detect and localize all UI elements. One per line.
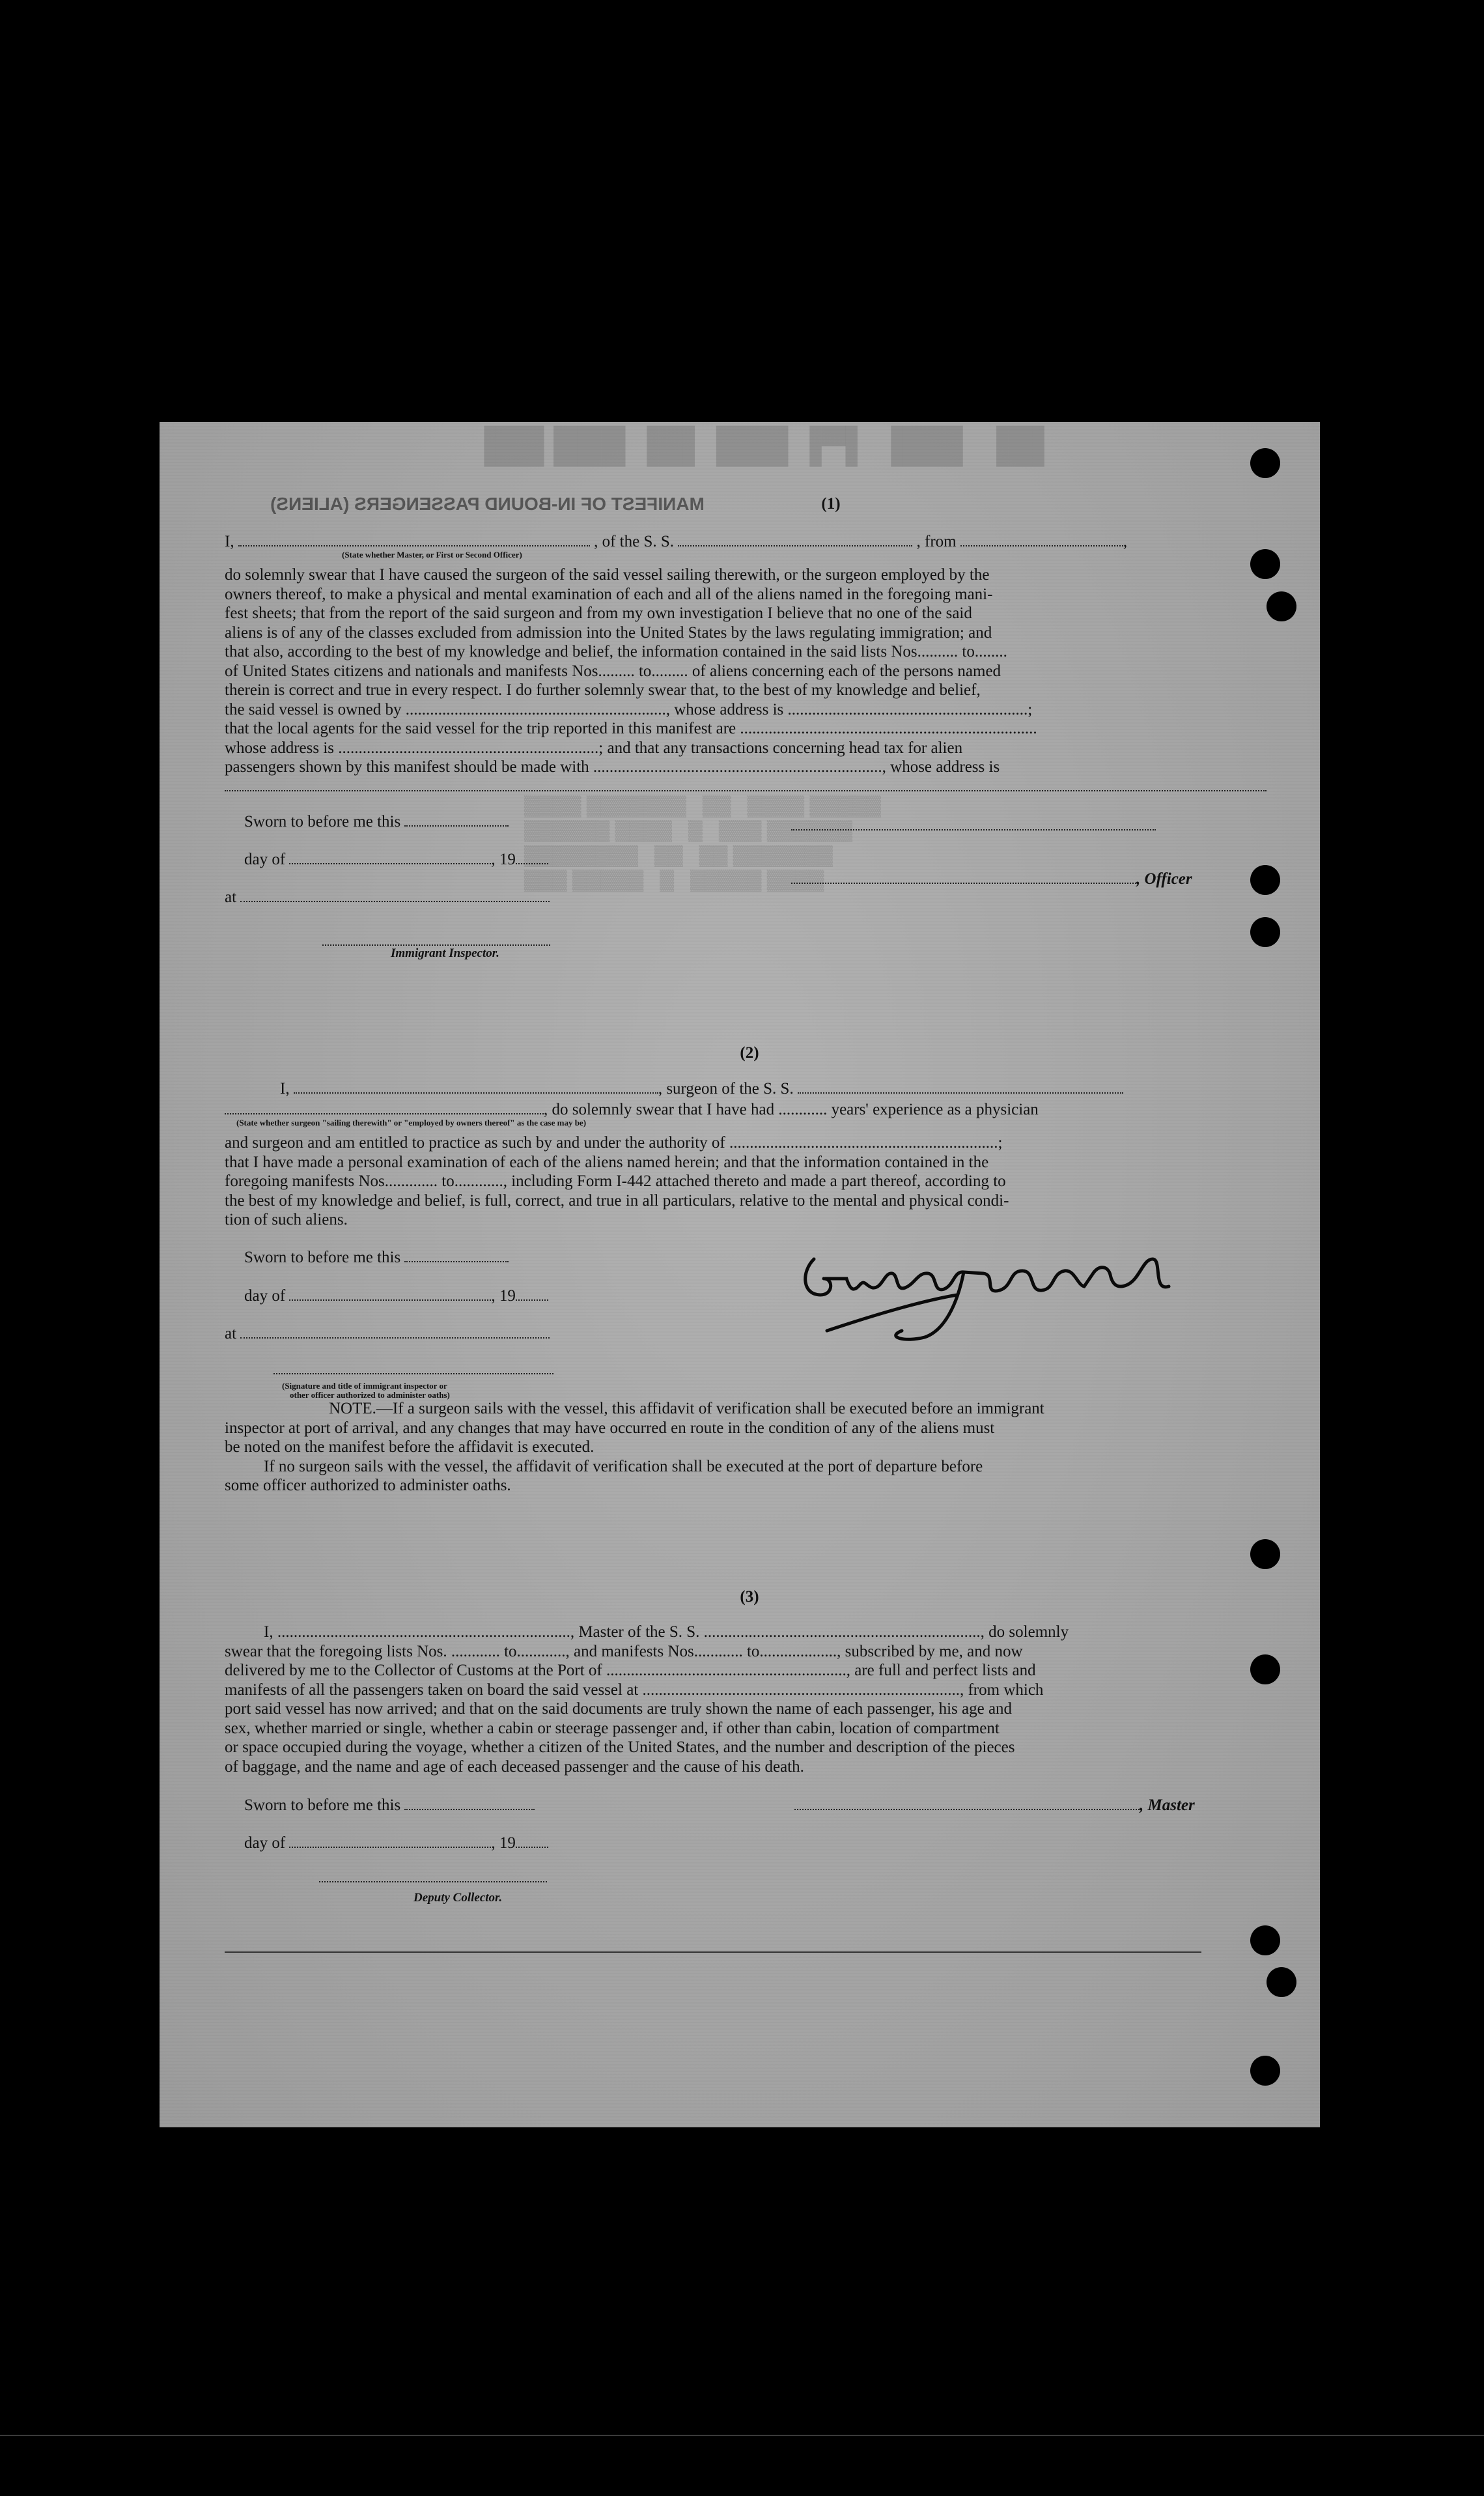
bleed-through-header: ▐█▌ ▐██▌ ▐▀▌ ███ ▐█▌ ███ ██▌ — [472, 427, 1057, 464]
section-2-years-line: , do solemnly swear that I have had ............ years' experience as a physician — [225, 1099, 1267, 1120]
section-2-opening-line: I, , surgeon of the S. S. — [280, 1079, 1270, 1099]
binding-hole — [1250, 1539, 1280, 1569]
officer-caption: (State whether Master, or First or Second Officer) — [342, 550, 522, 560]
section-1-sworn: Sworn to before me this — [244, 812, 1286, 832]
scan-frame-rule — [0, 2435, 1484, 2436]
section-2-day: day of , 19 — [244, 1286, 1286, 1306]
binding-hole — [1250, 2056, 1280, 2086]
binding-hole — [1250, 917, 1280, 947]
section-3-sworn: Sworn to before me this — [244, 1795, 1286, 1815]
bottom-rule — [225, 1951, 1201, 1953]
master-signature-line: , Master — [794, 1795, 1263, 1815]
officer-signature-line: , Officer — [791, 869, 1247, 889]
officer-signature-line-1 — [791, 829, 1156, 830]
bleed-through-rows: ▓▓▓▓▓ ▓▓▓▓ ▓▓ ▓▓▓▓▓▓▓ ▓▓▓▓ ▓▓▓▓▓▓ ▓▓▓ ▓ ▓▓▓▓ ▓▓▓▓▓▓ ▓▓▓▓▓▓▓ ▓▓ ▓▓ ▓▓▓▓▓▓▓▓ ▓▓▓▓ ▓▓▓▓▓ ▓ ▓▓▓▓▓ ▓▓▓ — [524, 795, 881, 890]
binding-hole — [1250, 865, 1280, 895]
binding-hole — [1250, 448, 1280, 478]
section-2-sworn: Sworn to before me this — [244, 1247, 1286, 1268]
section-1-oath-text: do solemnly swear that I have caused the surgeon of the said vessel sailing therewith, or the surgeon employed by the owners thereof, to make a physical and mental examination of each and all of the aliens named in the foregoing mani- fest sheets; that from the report of the said surgeon and from my own investigation I believe that no one of the said aliens is of any of the classes excluded from admission into the United States by the laws regulating immigration; and that also, according to the best of my knowledge and belief, the information contained in the said lists Nos.......... to........ of United States citizens and nationals and manifests Nos......... to......... of aliens concerning each of the persons named therein is correct and true in every respect. I do further solemnly swear that, to the best of my knowledge and belief, the said vessel is owned by ................................................................, whose address is ...........................................................; that the local agents for the said vessel for the trip reported in this manifest are ......................................................................... whose address is ................................................................; and that any transactions concerning head tax for alien passengers shown by this manifest should be made with ......................................................................., whose address is — [225, 566, 1037, 776]
section-2-oath-text: and surgeon and am entitled to practice as such by and under the authority of ..................................................................; that I have made a personal examination of each of the aliens named herein; and that the information contained in the foregoing manifests Nos............. to............, including Form I-442 attached thereto and made a part thereof, according to the best of my knowledge and belief, is full, correct, and true in all particulars, relative to the mental and physical condi- tion of such aliens. — [225, 1134, 1009, 1228]
section-1-opening-line: I, , of the S. S. , from , — [225, 533, 1128, 550]
form-title-mirrored: MANIFEST OF IN-BOUND PASSENGERS (ALIENS) — [270, 494, 705, 514]
binding-hole — [1267, 591, 1296, 621]
section-3-oath-text: I, ........................................................................, Master of the S. S. ...................................................................., do solemnly swear that the foregoing lists Nos. ............ to............, and manifests Nos............ to..................., subscribed by me, and now delivered by me to the Collector of Customs at the Port of ..........................................................., are full and perfect lists and manifests of all the passengers taken on board the said vessel at .............................................................................., from which port said vessel has now arrived; and that on the said documents are truly shown the name of each passenger, his age and sex, whether married or single, whether a cabin or steerage passenger and, if other than cabin, location of compartment or space occupied during the voyage, whether a citizen of the United States, and the number and description of the pieces of baggage, and the name and age of each deceased passenger and the cause of his death. — [225, 1623, 1069, 1776]
binding-hole — [1250, 1654, 1280, 1684]
oath-officer-signature-line — [273, 1373, 553, 1374]
section-2-number: (2) — [740, 1044, 759, 1062]
section-1-address-line — [225, 790, 1267, 791]
section-1-number: (1) — [821, 495, 841, 513]
section-3-day: day of , 19 — [244, 1833, 1286, 1853]
section-3-number: (3) — [740, 1588, 759, 1606]
section-1-at: at — [225, 887, 1267, 907]
section-1-day: day of , 19 — [244, 849, 1286, 870]
binding-hole — [1250, 549, 1280, 579]
oath-officer-caption-2: other officer authorized to administer oaths) — [290, 1390, 450, 1400]
immigrant-inspector-label: Immigrant Inspector. — [391, 946, 499, 960]
oath-officer-caption-1: (Signature and title of immigrant inspector or — [282, 1381, 447, 1391]
section-2-note: NOTE.—If a surgeon sails with the vessel, this affidavit of verification shall be executed before an immigrant inspector at port of arrival, and any changes that may have occurred en route in the condition of any of the aliens must be noted on the manifest before the affidavit is executed. If no surgeon sails with the vessel, the affidavit of verification shall be executed at the port of departure before some officer authorized to administer oaths. — [225, 1400, 1044, 1494]
binding-hole — [1250, 1925, 1280, 1955]
section-2-at: at — [225, 1324, 1267, 1344]
binding-hole — [1267, 1967, 1296, 1997]
collector-signature-line — [319, 1881, 547, 1882]
surgeon-caption: (State whether surgeon "sailing therewith" or "employed by owners thereof" as the case may be) — [236, 1118, 587, 1127]
manifest-page — [160, 422, 1320, 2127]
deputy-collector-label: Deputy Collector. — [413, 1891, 503, 1905]
